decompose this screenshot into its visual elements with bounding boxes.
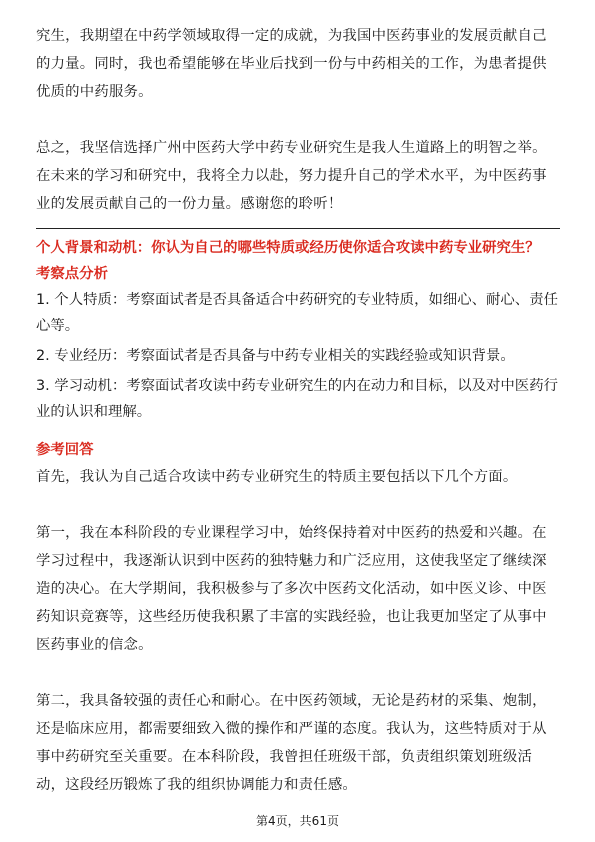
document-page [36,0,560,799]
interview-question: 个人背景和动机：你认为自己的哪些特质或经历使你适合攻读中药专业研究生？ [36,240,540,256]
answer-label: 参考回答 [36,442,94,458]
intro-paragraph-2: 总之，我坚信选择广州中医药大学中药专业研究生是我人生道路上的明智之举。在未来的学习和研究中，我将全力以赴，努力提升自己的学术水平，为中医药事业的发展贡献自己的一份力量。感谢您的聆听！ [36,140,547,212]
section-divider [36,228,560,229]
analysis-item-2: 2. 专业经历：考察面试者是否具备与中药专业相关的实践经验或知识背景。 [36,348,515,364]
intro-paragraph-1: 究生，我期望在中药学领域取得一定的成就，为我国中医药事业的发展贡献自己的力量。同时，我也希望能够在毕业后找到一份与中药相关的工作，为患者提供优质的中药服务。 [36,28,547,100]
answer-paragraph-1: 首先，我认为自己适合攻读中药专业研究生的特质主要包括以下几个方面。 [36,469,518,485]
analysis-item-3: 3. 学习动机：考察面试者攻读中药专业研究生的内在动力和目标，以及对中医药行业的认识和理解。 [36,378,558,420]
answer-paragraph-3: 第二，我具备较强的责任心和耐心。在中医药领域，无论是药材的采集、炮制，还是临床应用，都需要细致入微的操作和严谨的态度。我认为，这些特质对于从事中药研究至关重要。在本科阶段，我曾担任班级干部，负责组织策划班级活动，这段经历锻炼了我的组织协调能力和责任感。 [36,693,547,793]
answer-paragraph-2: 第一，我在本科阶段的专业课程学习中，始终保持着对中医药的热爱和兴趣。在学习过程中，我逐渐认识到中医药的独特魅力和广泛应用，这使我坚定了继续深造的决心。在大学期间，我积极参与了多次中医药文化活动，如中医义诊、中医药知识竞赛等，这些经历使我积累了丰富的实践经验，也让我更加坚定了从事中医药事业的信念。 [36,525,547,653]
analysis-label: 考察点分析 [36,266,108,282]
analysis-item-1: 1. 个人特质：考察面试者是否具备适合中药研究的专业特质，如细心、耐心、责任心等。 [36,292,558,334]
page-number: 第4页，共61页 [256,814,339,828]
